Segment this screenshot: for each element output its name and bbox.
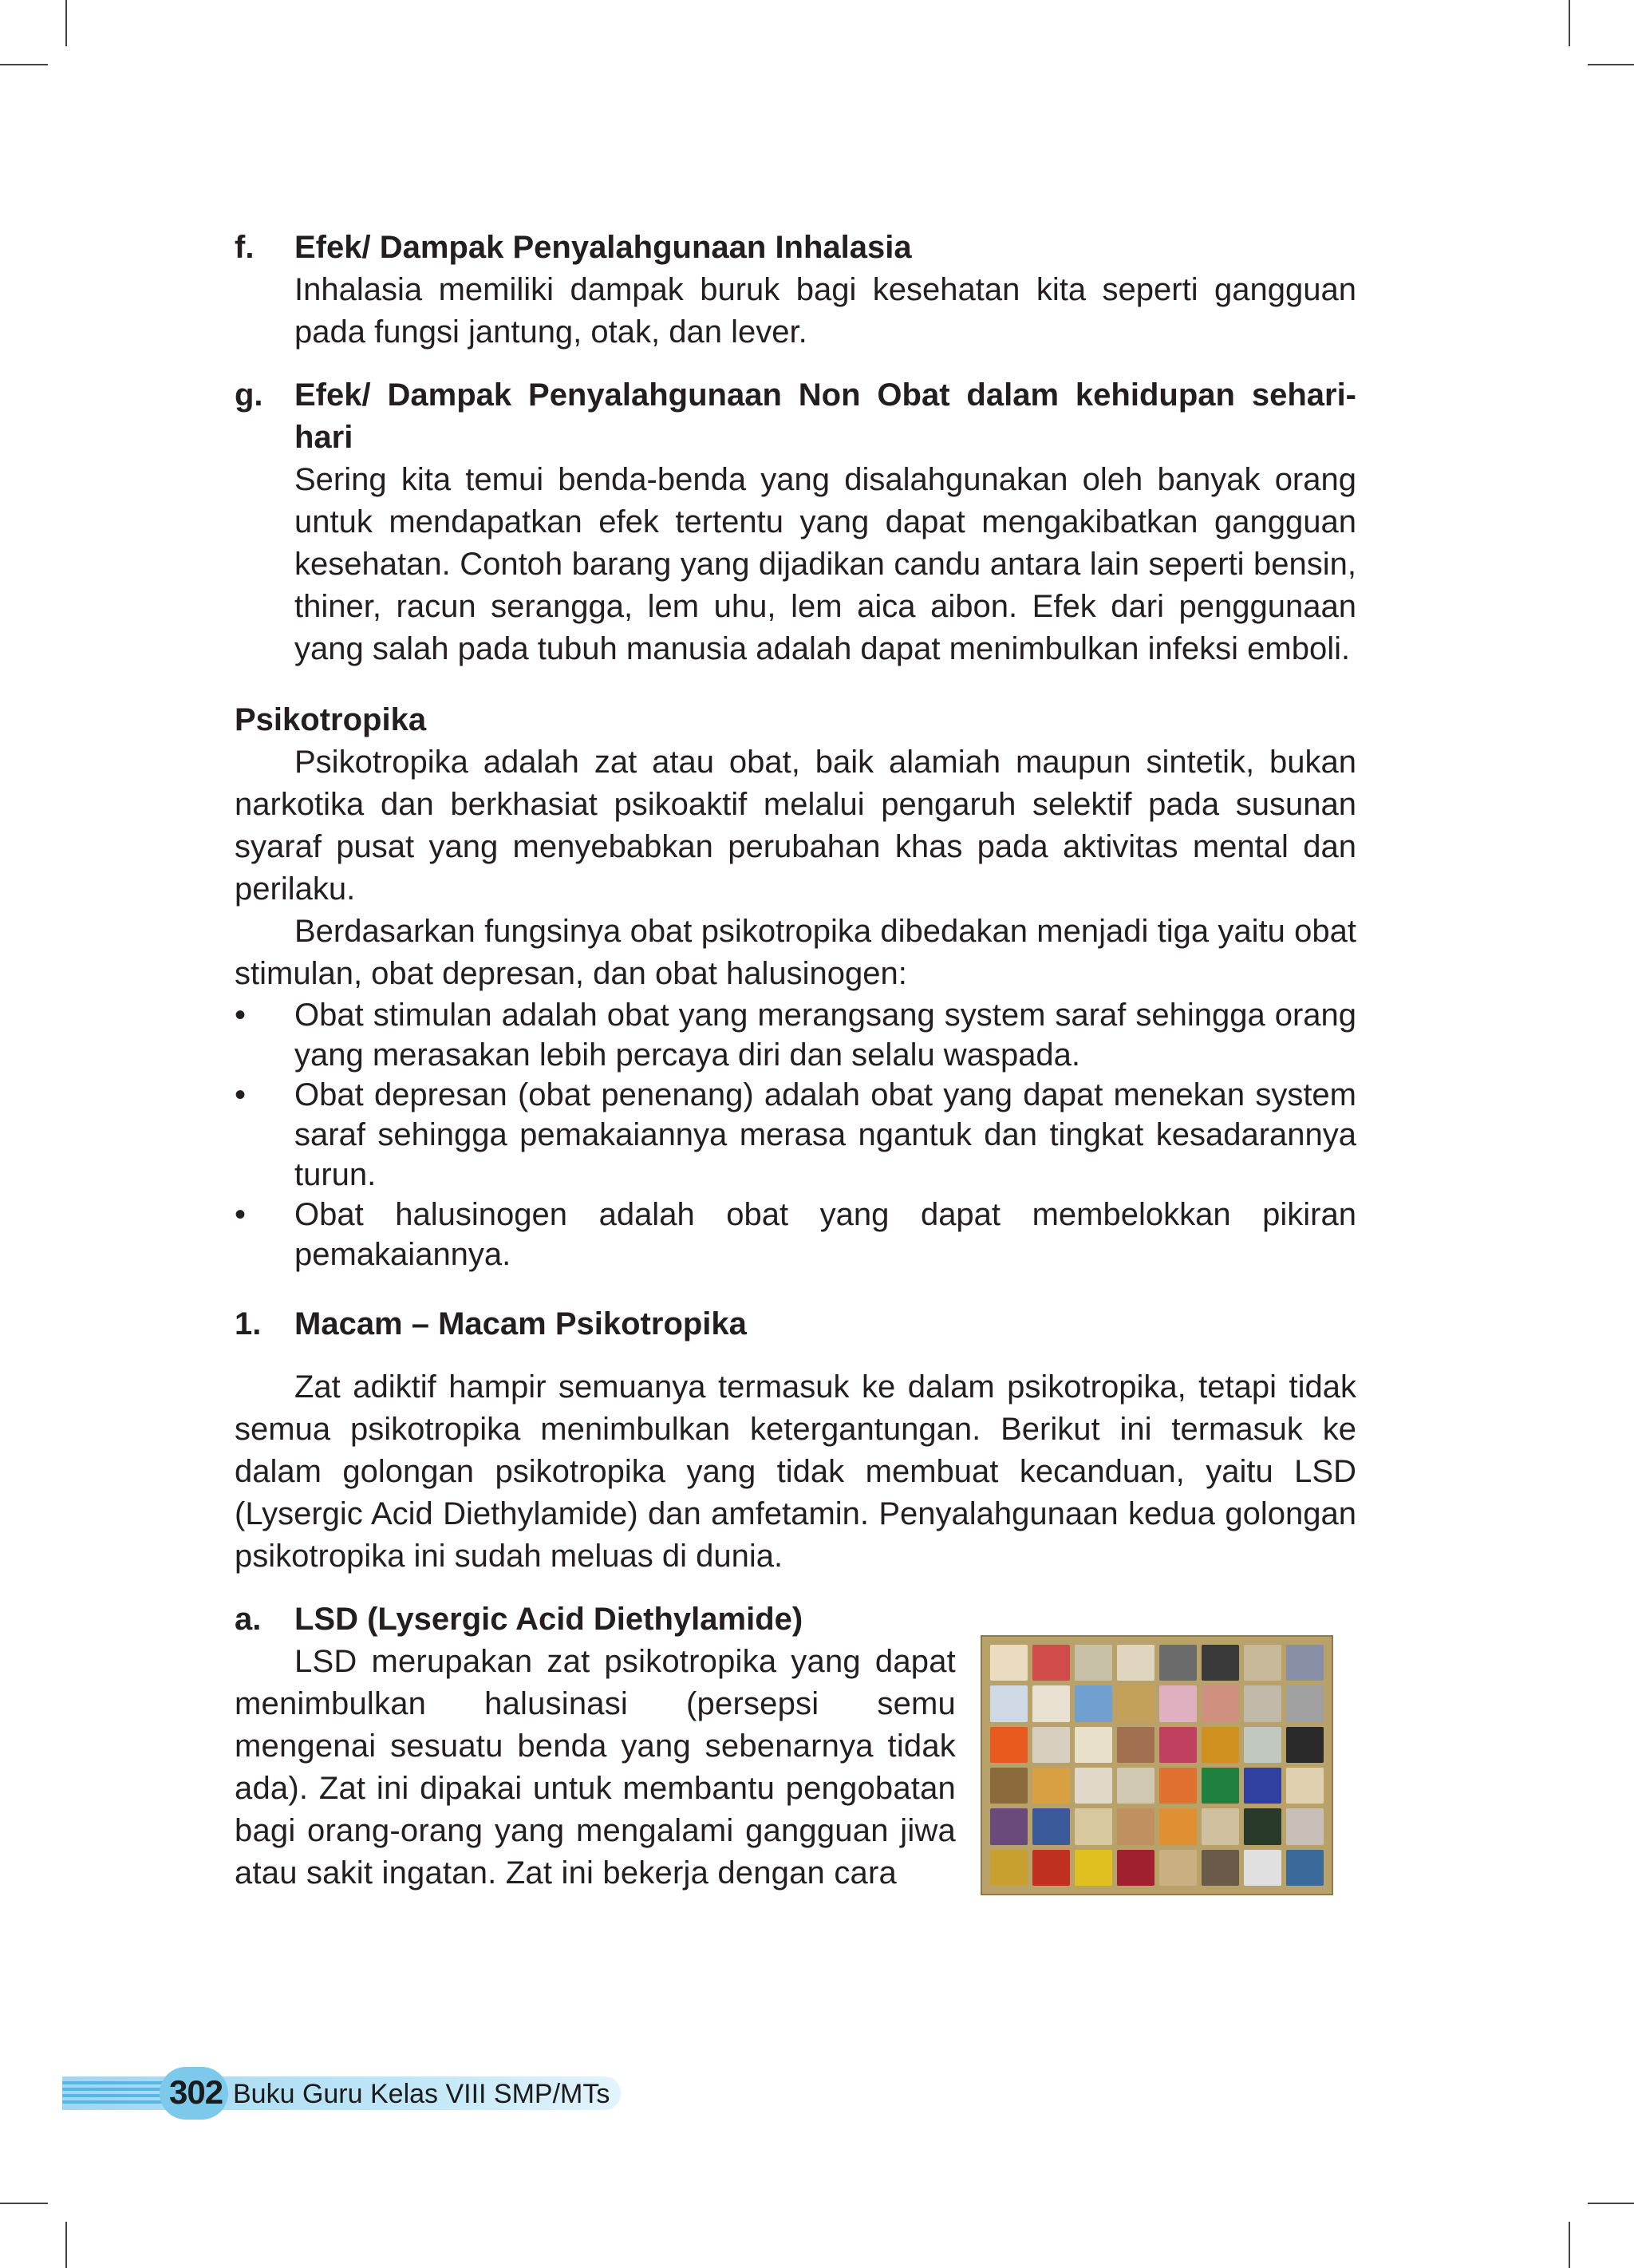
blotter-tile <box>1202 1645 1239 1681</box>
section-g-body: Sering kita temui benda-benda yang disalahgunakan oleh banyak orang untuk mendapatkan efek tertentu yang dapat mengakibatkan gangguan kesehatan. Contoh barang yang dijadikan candu antara lain seperti bensin, thiner, racun serangga, lem uhu, lem aica aibon. Efek dari penggunaan yang salah pada tubuh manusia adalah dapat menimbulkan infeksi emboli. <box>294 462 1356 666</box>
blotter-tile <box>1286 1808 1324 1844</box>
section-macam-body: Zat adiktif hampir semuanya termasuk ke dalam psikotropika, tetapi tidak semua psikotropika menimbulkan ketergantungan. Berikut ini termasuk ke dalam golongan psikotropika yang tidak membuat kecanduan, yaitu LSD (Lysergic Acid Diethylamide) dan amfetamin. Penyalahgunaan kedua golongan psikotropika ini sudah meluas di dunia. <box>235 1369 1356 1574</box>
blotter-tile <box>1159 1850 1197 1886</box>
blotter-tile <box>990 1850 1028 1886</box>
blotter-tile <box>1159 1645 1197 1681</box>
blotter-tile <box>1117 1850 1154 1886</box>
list-item <box>235 995 1356 1075</box>
crop-mark <box>0 2203 48 2204</box>
crop-mark <box>65 2222 67 2268</box>
blotter-tile <box>1244 1850 1281 1886</box>
blotter-tile <box>1244 1645 1281 1681</box>
blotter-tile <box>1159 1685 1197 1721</box>
section-lsd-marker: a. <box>235 1602 262 1637</box>
crop-mark <box>1588 64 1634 65</box>
blotter-tile <box>1075 1727 1112 1763</box>
blotter-tile <box>1032 1685 1070 1721</box>
crop-mark <box>0 64 48 65</box>
section-g-marker: g. <box>235 377 263 413</box>
blotter-tile <box>1244 1768 1281 1804</box>
section-macam-marker: 1. <box>235 1306 262 1341</box>
section-macam-heading: Macam – Macam Psikotropika <box>294 1306 747 1341</box>
section-lsd <box>235 1598 1356 1895</box>
blotter-tile <box>1286 1727 1324 1763</box>
blotter-tile <box>1286 1768 1324 1804</box>
list-item <box>235 1195 1356 1274</box>
bullet-icon: • <box>235 1197 247 1232</box>
blotter-tile <box>1286 1685 1324 1721</box>
blotter-tile <box>1202 1850 1239 1886</box>
blotter-tile <box>1117 1727 1154 1763</box>
blotter-tile <box>1117 1685 1154 1721</box>
blotter-tile <box>1159 1768 1197 1804</box>
blotter-tile <box>1286 1645 1324 1681</box>
blotter-tile <box>1117 1768 1154 1804</box>
blotter-tile <box>1075 1645 1112 1681</box>
blotter-tile <box>1202 1768 1239 1804</box>
blotter-tile <box>1117 1808 1154 1844</box>
page-content <box>235 227 1356 1895</box>
list-item <box>235 1075 1356 1195</box>
crop-mark <box>1569 0 1570 46</box>
section-macam <box>235 1303 1356 1345</box>
blotter-tile <box>1117 1645 1154 1681</box>
crop-mark <box>1588 2203 1634 2204</box>
blotter-tile <box>1032 1768 1070 1804</box>
blotter-tile <box>990 1727 1028 1763</box>
blotter-tile <box>1286 1850 1324 1886</box>
blotter-tile <box>1202 1727 1239 1763</box>
bullet-text: Obat stimulan adalah obat yang merangsang system saraf sehingga orang yang merasakan lebih percaya diri dan selalu waspada. <box>294 998 1356 1073</box>
blotter-tile <box>990 1768 1028 1804</box>
section-f-marker: f. <box>235 230 255 265</box>
blotter-tile <box>1244 1727 1281 1763</box>
footer-stripe <box>62 2088 166 2091</box>
page-number: 302 <box>169 2073 223 2111</box>
blotter-tile <box>1159 1727 1197 1763</box>
blotter-tile <box>1075 1685 1112 1721</box>
section-lsd-heading: LSD (Lysergic Acid Diethylamide) <box>294 1602 803 1637</box>
section-lsd-body: LSD merupakan zat psikotropika yang dapat menimbulkan halusinasi (persepsi semu mengenai sesuatu benda yang sebenarnya tidak ada). Zat ini dipakai untuk membantu pengobatan bagi orang-orang yang mengalami gangguan jiwa atau sakit ingatan. Zat ini bekerja dengan cara <box>235 1644 956 1891</box>
psikotropika-para-1: Psikotropika adalah zat atau obat, baik alamiah maupun sintetik, bukan narkotika dan berkhasiat psikoaktif melalui pengaruh selektif pada susunan syaraf pusat yang menyebabkan perubahan khas pada aktivitas mental dan perilaku. <box>235 745 1356 907</box>
blotter-tile <box>990 1808 1028 1844</box>
blotter-tile <box>1075 1768 1112 1804</box>
blotter-tile <box>1032 1808 1070 1844</box>
blotter-tile <box>990 1685 1028 1721</box>
footer-stripe <box>62 2081 166 2084</box>
footer-title: Buku Guru Kelas VIII SMP/MTs <box>233 2079 610 2109</box>
section-g <box>235 374 1356 670</box>
section-g-heading: Efek/ Dampak Penyalahgunaan Non Obat dalam kehidupan sehari-hari <box>294 377 1356 455</box>
blotter-tile <box>1032 1727 1070 1763</box>
blotter-tile <box>1075 1808 1112 1844</box>
crop-mark <box>65 0 67 46</box>
blotter-tile <box>1159 1808 1197 1844</box>
section-f-body: Inhalasia memiliki dampak buruk bagi kesehatan kita seperti gangguan pada fungsi jantung, otak, dan lever. <box>294 272 1356 350</box>
blotter-tile <box>990 1645 1028 1681</box>
footer-stripe <box>62 2100 166 2104</box>
blotter-tile <box>1075 1850 1112 1886</box>
blotter-tile <box>1032 1850 1070 1886</box>
lsd-blotter-image <box>981 1635 1333 1895</box>
crop-mark <box>1569 2222 1570 2268</box>
blotter-tile <box>1032 1645 1070 1681</box>
bullet-text: Obat depresan (obat penenang) adalah obat yang dapat menekan system saraf sehingga pemakaiannya merasa ngantuk dan tingkat kesadarannya turun. <box>294 1077 1356 1192</box>
blotter-tile <box>1202 1685 1239 1721</box>
blotter-tile <box>1202 1808 1239 1844</box>
psikotropika-para-2: Berdasarkan fungsinya obat psikotropika dibedakan menjadi tiga yaitu obat stimulan, obat depresan, dan obat halusinogen: <box>235 914 1356 991</box>
bullet-icon: • <box>235 1077 247 1112</box>
bullet-icon: • <box>235 998 247 1033</box>
blotter-tile <box>1244 1685 1281 1721</box>
bullet-text: Obat halusinogen adalah obat yang dapat membelokkan pikiran pemakaiannya. <box>294 1197 1356 1272</box>
blotter-tile <box>1244 1808 1281 1844</box>
footer-stripe <box>62 2094 166 2097</box>
section-f <box>235 227 1356 354</box>
section-f-heading: Efek/ Dampak Penyalahgunaan Inhalasia <box>294 230 912 265</box>
psikotropika-heading: Psikotropika <box>235 702 427 737</box>
